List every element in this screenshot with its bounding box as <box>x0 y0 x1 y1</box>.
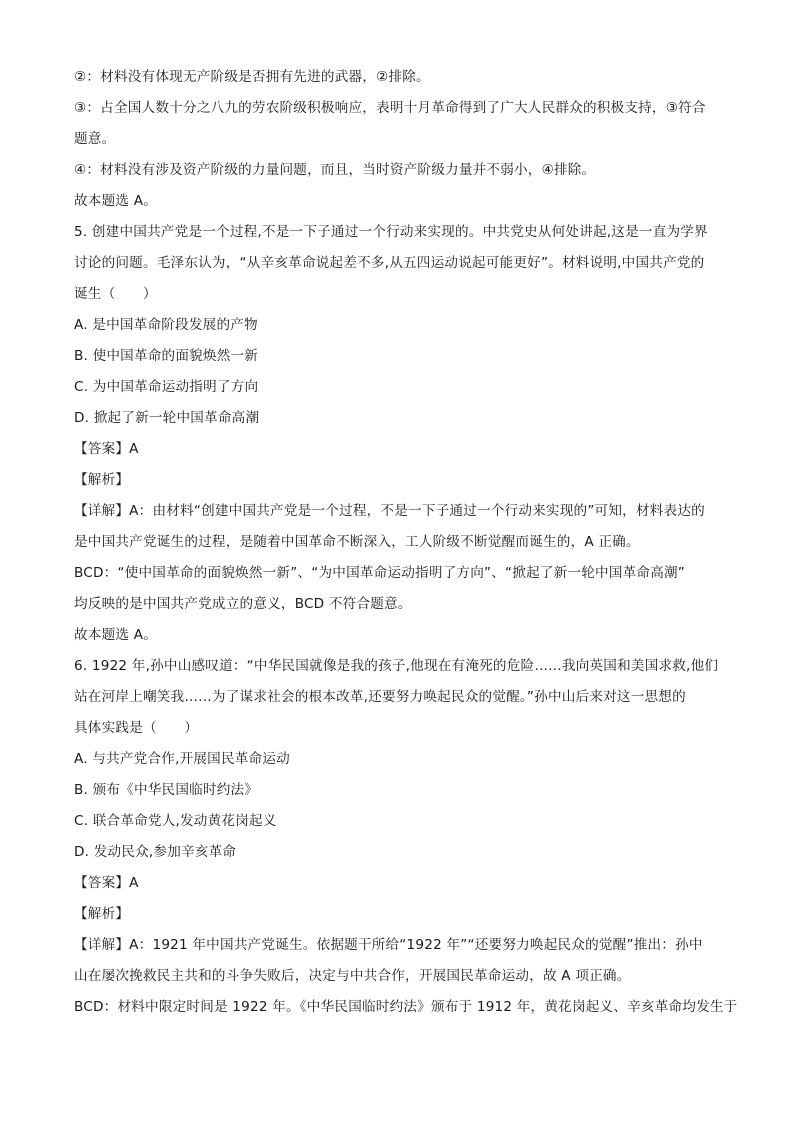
question-6-answer: 【答案】A <box>74 875 139 891</box>
question-5-bcd: BCD：“使中国革命的面貌焕然一新”、“为中国革命运动指明了方向”、“掀起了新一轮中国革命高潮” <box>74 565 686 581</box>
text-line-analysis-3: ③：占全国人数十分之八九的劳农阶级积极响应，表明十月革命得到了广大人民群众的积极支持，③符合 <box>74 100 706 116</box>
question-5-bcd-cont: 均反映的是中国共产党成立的意义，BCD 不符合题意。 <box>74 596 412 612</box>
question-5-analysis-heading: 【解析】 <box>74 472 130 488</box>
question-6-stem-cont: 站在河岸上嘲笑我……为了谋求社会的根本改革,还要努力唤起民众的觉醒。”孙中山后来对这一思想的 <box>74 689 686 705</box>
text-line-analysis-3-cont: 题意。 <box>74 131 116 147</box>
document-page <box>74 62 738 1023</box>
question-5-option-d: D. 掀起了新一轮中国革命高潮 <box>74 410 260 426</box>
question-6-option-b: B. 颁布《中华民国临时约法》 <box>74 782 259 798</box>
question-5-stem-cont: 讨论的问题。毛泽东认为，“从辛亥革命说起差不多,从五四运动说起可能更好”。材料说明,中国共产党的 <box>74 255 705 271</box>
question-6-analysis-heading: 【解析】 <box>74 906 130 922</box>
question-5-detail-cont: 是中国共产党诞生的过程，是随着中国革命不断深入，工人阶级不断觉醒而诞生的，A 正确。 <box>74 534 640 550</box>
question-6-option-d: D. 发动民众,参加辛亥革命 <box>74 844 237 860</box>
question-5-option-c: C. 为中国革命运动指明了方向 <box>74 379 259 395</box>
question-6-stem: 6. 1922 年,孙中山感叹道：“中华民国就像是我的孩子,他现在有淹死的危险……我向英国和美国求救,他们 <box>74 658 719 674</box>
question-5-answer: 【答案】A <box>74 441 139 457</box>
question-5-option-b: B. 使中国革命的面貌焕然一新 <box>74 348 259 364</box>
question-5-stem: 5. 创建中国共产党是一个过程,不是一下子通过一个行动来实现的。中共党史从何处讲起,这是一直为学界 <box>74 224 708 240</box>
question-5-conclusion: 故本题选 A。 <box>74 627 157 643</box>
question-5-stem-end: 诞生（ ） <box>74 286 157 302</box>
question-6-bcd: BCD：材料中限定时间是 1922 年。《中华民国临时约法》颁布于 1912 年，黄花岗起义、辛亥革命均发生于 <box>74 999 738 1015</box>
question-6-detail-cont: 山在屡次挽救民主共和的斗争失败后，决定与中共合作，开展国民革命运动，故 A 项正确。 <box>74 968 631 984</box>
question-6-option-c: C. 联合革命党人,发动黄花岗起义 <box>74 813 277 829</box>
text-line-analysis-2: ②：材料没有体现无产阶级是否拥有先进的武器，②排除。 <box>74 69 430 85</box>
question-5-option-a: A. 是中国革命阶段发展的产物 <box>74 317 258 333</box>
question-6-option-a: A. 与共产党合作,开展国民革命运动 <box>74 751 290 767</box>
text-line-analysis-4: ④：材料没有涉及资产阶级的力量问题，而且，当时资产阶级力量并不弱小，④排除。 <box>74 162 596 178</box>
question-6-detail: 【详解】A：1921 年中国共产党诞生。依据题干所给“1922 年”“还要努力唤起民众的觉醒”推出：孙中 <box>74 937 703 953</box>
conclusion-line: 故本题选 A。 <box>74 193 157 209</box>
question-5-detail: 【详解】A：由材料“创建中国共产党是一个过程，不是一下子通过一个行动来实现的”可知，材料表达的 <box>74 503 705 519</box>
question-6-stem-end: 具体实践是（ ） <box>74 720 199 736</box>
